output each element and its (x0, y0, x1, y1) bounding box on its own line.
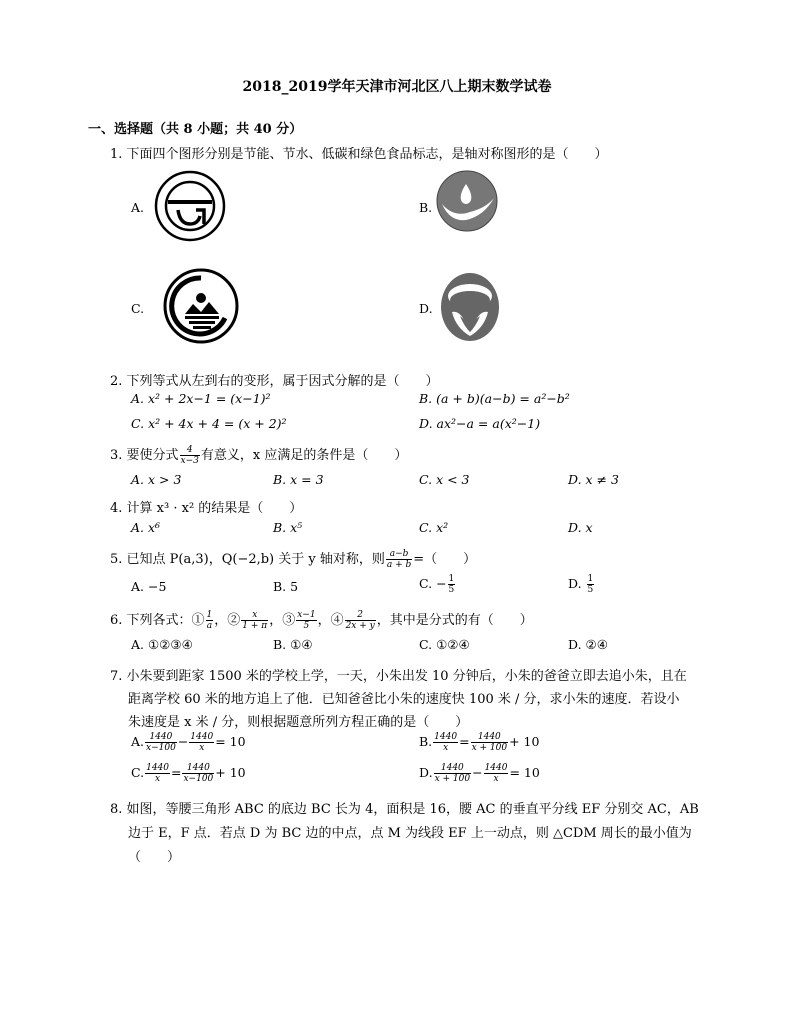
question-6-stem (110, 609, 533, 631)
q6-fraction-3: $\frac{x-1}{5}$ (297, 610, 316, 631)
q7-option-d: D. $\frac{1440}{x + 100}$ − $\frac{1440}{x}$ = 10 (419, 763, 540, 784)
q2-option-a: A. x² + 2x−1 = (x−1)² (131, 391, 271, 406)
q1-option-b-label: B. (419, 200, 433, 215)
q3-stem-pre: 3. 要使分式 (110, 448, 179, 463)
q1-option-d-label: D. (419, 301, 433, 316)
q5-option-b: B. 5 (273, 579, 299, 594)
q3-option-c: C. x < 3 (419, 472, 470, 487)
q5-stem-post: =（ ） (413, 552, 477, 567)
section-heading: 一、选择题（共 8 小题；共 40 分） (88, 122, 303, 137)
q7-option-b: B. $\frac{1440}{x}$ = $\frac{1440}{x + 100}$ + 10 (419, 732, 540, 753)
q6-sep-4: ，④ (317, 613, 344, 628)
q4-option-b: B. x⁵ (273, 520, 303, 535)
q6-sep-2: ，② (214, 613, 241, 628)
q3-option-a: A. x > 3 (131, 472, 182, 487)
low-carbon-logo-icon (163, 268, 239, 344)
page-title: 2018_2019学年天津市河北区八上期末数学试卷 (242, 79, 552, 95)
q6-fraction-4: $\frac{2}{2x + y}$ (345, 610, 375, 631)
q6-stem-post: ，其中是分式的有（ ） (376, 613, 533, 628)
question-4-stem: 4. 计算 x³ · x² 的结果是（ ） (110, 501, 303, 516)
q6-fraction-1: $\frac{1}{a}$ (206, 610, 213, 631)
q6-sep-3: ，③ (269, 613, 296, 628)
question-7-line-3: 朱速度是 x 米 / 分，则根据题意所列方程正确的是（ ） (128, 715, 469, 730)
q7-option-c: C. $\frac{1440}{x}$ = $\frac{1440}{x-100}$ + 10 (131, 763, 246, 784)
q5-fraction: $\frac{a-b}{a + b}$ (386, 549, 412, 570)
question-7-line-1: 7. 小朱要到距家 1500 米的学校上学，一天，小朱出发 10 分钟后，小朱的爸爸立即去追小朱，且在 (110, 669, 687, 684)
q1-option-c-label: C. (131, 301, 145, 316)
q6-stem-pre: 6. 下列各式：① (110, 613, 205, 628)
q3-fraction: $\frac{4}{x-3}$ (180, 445, 199, 466)
q6-option-a: A. ①②③④ (131, 637, 193, 652)
question-3-stem (110, 444, 407, 466)
question-5-stem (110, 548, 476, 570)
question-7-line-2: 距离学校 60 米的地方追上了他．已知爸爸比小朱的速度快 100 米 / 分，求小朱的速度．若设小 (128, 692, 680, 707)
energy-saving-logo-icon (154, 170, 226, 242)
question-2-stem: 2. 下列等式从左到右的变形，属于因式分解的是（ ） (110, 374, 439, 389)
question-8-line-3: （ ） (128, 850, 181, 865)
question-8-line-1: 8. 如图，等腰三角形 ABC 的底边 BC 长为 4，面积是 16，腰 AC 的垂直平分线 EF 分别交 AC，AB (110, 802, 699, 817)
water-saving-logo-icon (436, 170, 498, 232)
q3-option-b: B. x = 3 (273, 472, 324, 487)
q6-option-b: B. ①④ (273, 637, 313, 652)
q5-option-d-fraction: $\frac{1}{5}$ (587, 574, 594, 595)
q6-fraction-2: $\frac{x}{1 + \pi}$ (242, 610, 268, 631)
q2-option-b: B. (a + b)(a−b) = a²−b² (419, 391, 570, 406)
q4-option-a: A. x⁶ (131, 520, 161, 535)
green-food-logo-icon (440, 272, 500, 342)
q6-option-d: D. ②④ (568, 637, 608, 652)
q5-option-c: C. − $\frac{1}{5}$ (419, 574, 455, 595)
question-8-line-2: 边于 E，F 点．若点 D 为 BC 边的中点，点 M 为线段 EF 上一动点，则 △CDM 周长的最小值为 (128, 826, 692, 841)
q2-option-c: C. x² + 4x + 4 = (x + 2)² (131, 416, 287, 431)
q6-option-c: C. ①②④ (419, 637, 470, 652)
q2-option-d: D. ax²−a = a(x²−1) (419, 416, 541, 431)
q4-option-d: D. x (568, 520, 593, 535)
q7-option-a: A. $\frac{1440}{x-100}$ − $\frac{1440}{x}$ = 10 (131, 732, 246, 753)
question-1-stem: 1. 下面四个图形分别是节能、节水、低碳和绿色食品标志，是轴对称图形的是（ ） (110, 147, 608, 162)
q4-option-c: C. x² (419, 520, 449, 535)
q3-option-d: D. x ≠ 3 (568, 472, 619, 487)
q5-option-d: D. $\frac{1}{5}$ (568, 574, 594, 595)
q3-stem-post: 有意义，x 应满足的条件是（ ） (200, 448, 408, 463)
q1-option-a-label: A. (131, 200, 145, 215)
q5-option-a: A. −5 (131, 579, 167, 594)
q5-stem-pre: 5. 已知点 P(a,3)，Q(−2,b) 关于 y 轴对称，则 (110, 552, 385, 567)
q5-option-c-fraction: $\frac{1}{5}$ (448, 574, 455, 595)
